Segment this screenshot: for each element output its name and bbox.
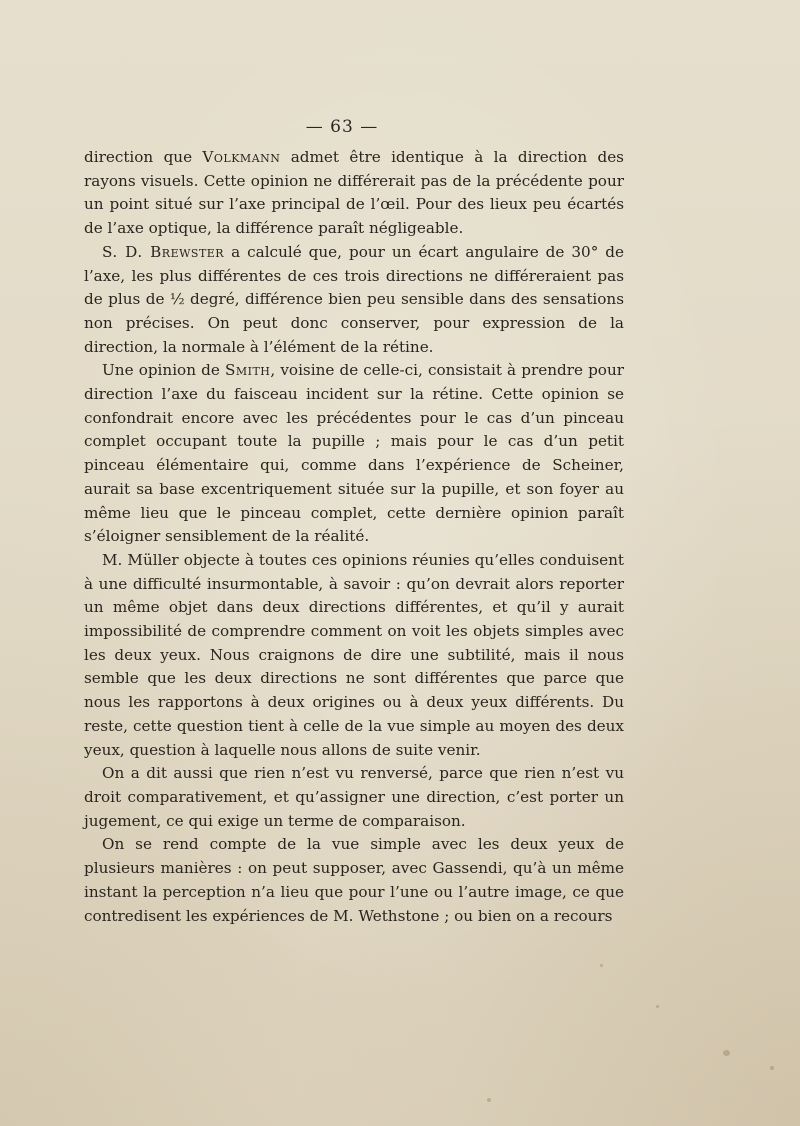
text-run: direction que (84, 148, 203, 166)
text-run: a calculé que, pour un écart angulaire de 30° de l’axe, les plus différentes de ces trois directions ne différeraient pas de plus de ½ degré, différence bien peu sensible dans des sensations non précises. On peut donc conserver, pour expression de la direction, la normale à l’élément de la rétine. (84, 242, 625, 356)
foxing-spot (487, 1098, 491, 1102)
paragraph (84, 241, 624, 360)
paragraph (84, 359, 624, 549)
text-run: admet être identique à la direction des rayons visuels. Cette opinion ne différerait pas de la précédente pour un point situé sur l’axe principal de l’œil. Pour des lieux peu écartés de l’axe optique, la différence paraît négligeable. (84, 148, 624, 238)
author-name: Smith (224, 361, 271, 380)
paragraph (84, 146, 624, 241)
paragraph (84, 762, 624, 833)
paragraph (84, 549, 624, 762)
text-run: M. Müller objecte à toutes ces opinions réunies qu’elles conduisent à une difficulté insurmontable, à savoir : qu’on devrait alors reporter un même objet dans deux directions différentes, et qu’il y aurait impossibilité de comprendre comment on voit les objets simples avec les deux yeux. Nous craignons de dire une subtilité, mais il nous semble que les deux directions ne sont différentes que parce que nous les rapportons à deux origines ou à deux yeux différents. Du reste, cette question tient à celle de la vue simple au moyen des deux yeux, question à laquelle nous allons de suite venir. (84, 550, 624, 759)
page-number: — 63 — (305, 117, 379, 137)
author-name: Volkmann (202, 148, 281, 166)
text-run: On se rend compte de la vue simple avec les deux yeux de plusieurs manières : on peut supposer, avec Gassendi, qu’à un même instant la perception n’a lieu que pour l’une ou l’autre image, ce que contredisent les expériences de M. Wethstone ; ou bien on a recours (84, 835, 624, 925)
foxing-spot (600, 964, 603, 967)
paragraph (84, 833, 624, 928)
foxing-spot (770, 1066, 774, 1070)
text-run: Une opinion de (102, 361, 225, 380)
foxing-spot (656, 1005, 659, 1008)
author-name: S. D. Brewster (102, 242, 225, 261)
foxing-spot (723, 1050, 730, 1056)
text-run: , voisine de celle-ci, consistait à prendre pour direction l’axe du faisceau incident sur la rétine. Cette opinion se confondrait encore avec les précédentes pour le cas d’un pinceau complet occupant toute la pupille ; mais pour le cas d’un petit pinceau élémentaire qui, comme dans l’expérience de Scheiner, aurait sa base excentriquement située sur la pupille, et son foyer au même lieu que le pinceau complet, cette dernière opinion paraît s’éloigner sensiblement de la réalité. (84, 361, 624, 546)
text-run: On a dit aussi que rien n’est vu renversé, parce que rien n’est vu droit comparativement, et qu’assigner une direction, c’est porter un jugement, ce qui exige un terme de comparaison. (84, 764, 624, 830)
body-text (84, 146, 624, 928)
